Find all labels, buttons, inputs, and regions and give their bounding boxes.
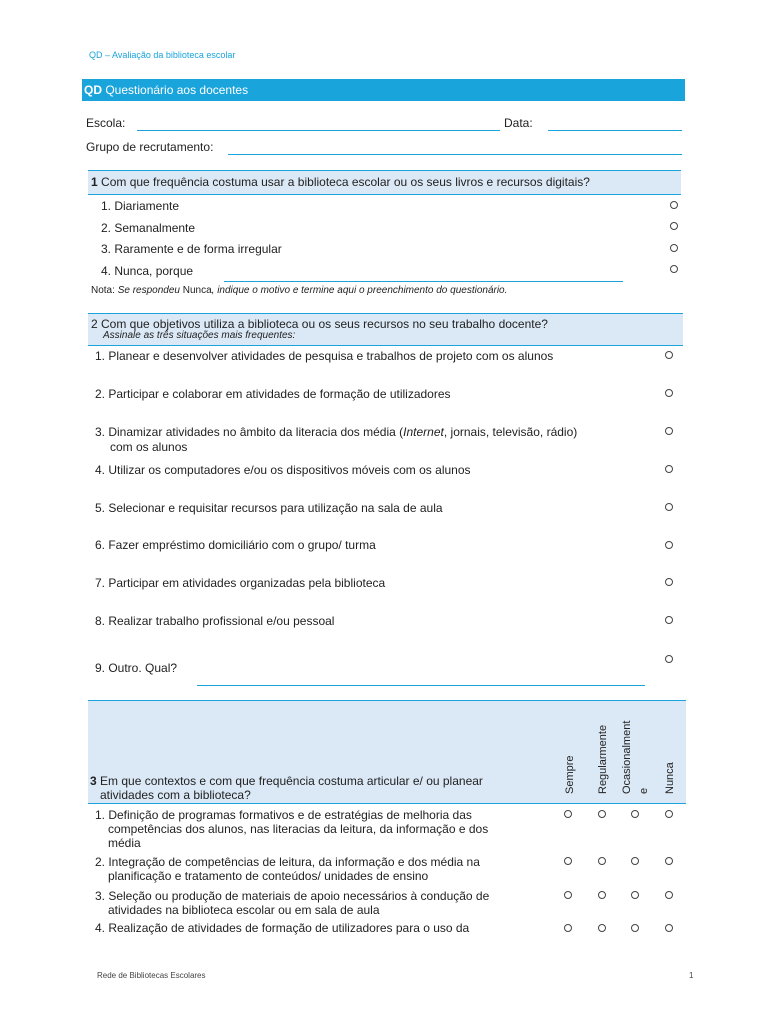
q3-item-1-line2: competências dos alunos, nas literacias da leitura, da informação e dos: [108, 822, 489, 836]
section-title: Questionário aos docentes: [105, 83, 249, 97]
q3-item-1: [95, 808, 488, 850]
q3-item-3-ocasionalmente-radio[interactable]: [631, 891, 639, 899]
document-header: QD – Avaliação da biblioteca escolar: [89, 50, 236, 60]
q2-option-3-text: 3. Dinamizar atividades no âmbito da literacia dos média (: [95, 425, 404, 439]
q2-radio-1[interactable]: [665, 351, 673, 359]
q3-item-1-regularmente-radio[interactable]: [598, 810, 606, 818]
q3-item-4: [95, 921, 469, 935]
q3-item-1-line3: média: [108, 836, 141, 850]
data-label: Data:: [504, 116, 533, 130]
q2-option-3: [95, 425, 577, 439]
q3-item-3-line2: atividades na biblioteca escolar ou em sala de aula: [108, 903, 380, 917]
q2-option-3-line2: com os alunos: [110, 440, 188, 454]
col-sempre: Sempre: [564, 755, 576, 794]
q1-radio-3[interactable]: [670, 244, 678, 252]
q3-item-4-ocasionalmente-radio[interactable]: [631, 924, 639, 932]
q3-item-2-sempre-radio[interactable]: [564, 857, 572, 865]
footer-label: Rede de Bibliotecas Escolares: [97, 971, 206, 980]
q3-item-1-line1: 1. Definição de programas formativos e de estratégias de melhoria das: [95, 808, 472, 822]
escola-label: Escola:: [86, 116, 126, 130]
q3-item-2-regularmente-radio[interactable]: [598, 857, 606, 865]
q1-option-3: 3. Raramente e de forma irregular: [101, 242, 282, 256]
q3-item-2-ocasionalmente-radio[interactable]: [631, 857, 639, 865]
section-title-bar: [82, 79, 685, 101]
q3-item-4-sempre-radio[interactable]: [564, 924, 572, 932]
q2-option-2: 2. Participar e colaborar em atividades de formação de utilizadores: [95, 387, 451, 401]
q2-radio-7[interactable]: [665, 578, 673, 586]
q3-item-1-nunca-radio[interactable]: [665, 810, 673, 818]
data-field[interactable]: [548, 130, 682, 131]
q2-option-3-italic: Internet: [403, 425, 444, 439]
section-code: QD: [84, 83, 102, 97]
col-regularmente: Regularmente: [597, 724, 609, 794]
q1-number: 1: [91, 175, 98, 189]
q1-reason-field[interactable]: [224, 281, 623, 282]
q2-option-6: 6. Fazer empréstimo domiciliário com o grupo/ turma: [95, 538, 376, 552]
q3-item-2-line2: planificação e tratamento de conteúdos/ unidades de ensino: [108, 869, 429, 883]
q3-item-2: [95, 855, 480, 883]
q1-radio-2[interactable]: [670, 222, 678, 230]
q2-radio-6[interactable]: [665, 541, 673, 549]
q2-option-9: 9. Outro. Qual?: [95, 661, 178, 675]
page-number: 1: [689, 971, 694, 980]
q3-item-4-regularmente-radio[interactable]: [598, 924, 606, 932]
note-italic-2: , indique o motivo e termine aqui o preenchimento do questionário.: [211, 285, 508, 296]
q3-item-4-nunca-radio[interactable]: [665, 924, 673, 932]
q3-item-4-line1: 4. Realização de atividades de formação de utilizadores para o uso da: [95, 921, 470, 935]
q3-item-1-ocasionalmente-radio[interactable]: [631, 810, 639, 818]
q3-item-2-nunca-radio[interactable]: [665, 857, 673, 865]
q3-item-3-regularmente-radio[interactable]: [598, 891, 606, 899]
q1-option-1: 1. Diariamente: [101, 199, 180, 213]
q2-option-3-rest: , jornais, televisão, rádio): [443, 425, 578, 439]
q2-other-field[interactable]: [197, 685, 645, 686]
question-1-header: [88, 170, 681, 195]
q1-option-2: 2. Semanalmente: [101, 221, 196, 235]
q3-item-3-nunca-radio[interactable]: [665, 891, 673, 899]
note-plain: Nunca: [182, 285, 212, 296]
col-nunca: Nunca: [664, 762, 676, 794]
q1-radio-4[interactable]: [670, 265, 678, 273]
q2-subtitle: Assinale as três situações mais frequentes:: [103, 330, 296, 341]
q1-note: [91, 285, 507, 296]
q2-radio-5[interactable]: [665, 503, 673, 511]
q2-question: 2 Com que objetivos utiliza a biblioteca ou os seus recursos no seu trabalho docente?: [91, 317, 548, 331]
q2-option-8: 8. Realizar trabalho profissional e/ou pessoal: [95, 614, 335, 628]
q3-question: [90, 774, 483, 802]
q2-radio-9[interactable]: [665, 655, 673, 663]
q3-question-line2: atividades com a biblioteca?: [100, 788, 251, 802]
q2-radio-3[interactable]: [665, 427, 673, 435]
q2-option-7: 7. Participar em atividades organizadas pela biblioteca: [95, 576, 386, 590]
q3-number: 3: [90, 774, 97, 788]
q3-item-2-line1: 2. Integração de competências de leitura, da informação e dos média na: [95, 855, 480, 869]
q3-item-1-sempre-radio[interactable]: [564, 810, 572, 818]
escola-field[interactable]: [137, 130, 500, 131]
col-ocasionalmente: Ocasionalment: [621, 720, 633, 794]
question-2-header: [88, 313, 683, 346]
q3-question-line1: Em que contextos e com que frequência costuma articular e/ ou planear: [100, 774, 483, 788]
q1-option-4: 4. Nunca, porque: [101, 264, 194, 278]
q2-radio-2[interactable]: [665, 389, 673, 397]
q3-item-3: [95, 889, 489, 917]
q2-option-1: 1. Planear e desenvolver atividades de pesquisa e trabalhos de projeto com os alunos: [95, 349, 554, 363]
q1-radio-1[interactable]: [670, 201, 678, 209]
grupo-field[interactable]: [228, 154, 682, 155]
q2-option-5: 5. Selecionar e requisitar recursos para utilização na sala de aula: [95, 501, 443, 515]
q2-option-4: 4. Utilizar os computadores e/ou os dispositivos móveis com os alunos: [95, 463, 471, 477]
note-prefix: Nota:: [91, 285, 115, 296]
q2-radio-4[interactable]: [665, 465, 673, 473]
q1-question: Com que frequência costuma usar a biblioteca escolar ou os seus livros e recursos digitais?: [101, 175, 590, 189]
q2-radio-8[interactable]: [665, 616, 673, 624]
grupo-label: Grupo de recrutamento:: [86, 140, 214, 154]
q3-item-3-line1: 3. Seleção ou produção de materiais de apoio necessários à condução de: [95, 889, 490, 903]
col-ocasionalmente-suffix: e: [638, 787, 650, 794]
note-italic-1: Se respondeu: [117, 285, 180, 296]
q3-item-3-sempre-radio[interactable]: [564, 891, 572, 899]
